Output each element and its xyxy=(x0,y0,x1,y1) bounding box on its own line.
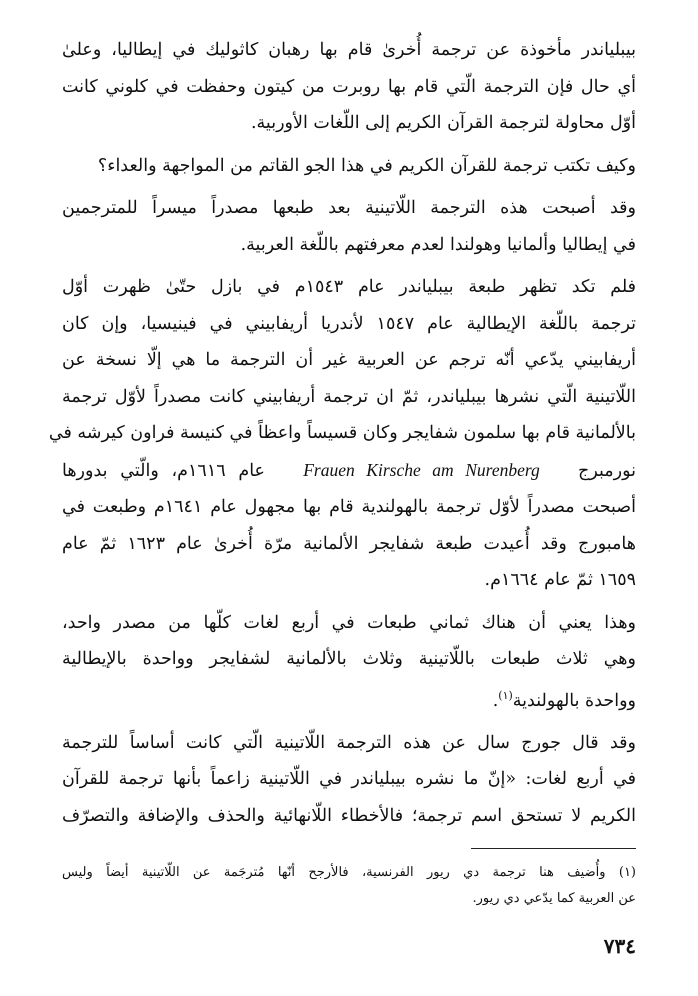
latin-line-after: عام ١٦١٦م، والّتي بدورها xyxy=(62,460,265,481)
footnote-line: عن العربية كما يدّعي دي ريور. xyxy=(472,891,636,906)
text-line: أوّل محاولة لترجمة القرآن الكريم إلى اللّغات الأوربية. xyxy=(250,113,636,133)
text-line: وكيف تكتب ترجمة للقرآن الكريم في هذا الجو القاتم من المواجهة والعداء؟ xyxy=(97,155,636,176)
text-line: بيبلياندر مأخوذة عن ترجمة أُخرىٰ قام بها رهبان كاثوليك في إيطاليا، وعلىٰ xyxy=(62,40,636,60)
footnotes xyxy=(62,860,636,912)
text-line: وقد أصبحت هذه الترجمة اللّاتينية بعد طبعها مصدراً ميسراً للمترجمين xyxy=(62,198,636,218)
text-line: وقد قال جورج سال عن هذه الترجمة اللّاتينية الّتي كانت أساساً للترجمة xyxy=(62,732,636,753)
footnote-line: (١) وأُضيف هنا ترجمة دي ريور الفرنسية، فالأرجح أنّها مُترجَمة عن اللّاتينية أيضاً وليس xyxy=(62,865,636,880)
text-line: ترجمة باللّغة الإيطالية عام ١٥٤٧ لأندريا أريفابيني في فينيسيا، وإن كان xyxy=(62,313,636,334)
main-text xyxy=(48,32,637,840)
text-line: وهي ثلاث طبعات باللّاتينية وثلاث بالألمانية لشفايجر وواحدة بالإيطالية xyxy=(62,649,636,669)
ref-line-text: وواحدة بالهولندية xyxy=(512,690,636,711)
latin-line-before: نورمبرج xyxy=(578,460,637,481)
footnote-reference[interactable]: (١) xyxy=(498,688,513,702)
text-line: أريفابيني يدّعي أنّه ترجم عن العربية غير أن الترجمة ما هي إلّا نسخة عن xyxy=(62,350,636,370)
text-line: أي حال فإن الترجمة الّتي قام بها روبرت من كيتون وحفظت في كلوني كانت xyxy=(62,76,636,97)
text-line: اللّاتينية الّتي نشرها بيبلياندر، ثمّ ان ترجمة أريفابيني كانت مصدراً لأوّل ترجمة xyxy=(62,386,636,407)
paragraph-2 xyxy=(62,148,636,185)
latin-title: Frauen Kirsche am Nurenberg xyxy=(303,459,540,480)
text-line-with-latin xyxy=(62,452,636,490)
text-line: بالألمانية قام بها سلمون شفايجر وكان قسيساً واعظاً في كنيسة فراون كيرشه في xyxy=(48,423,636,443)
paragraph-1 xyxy=(62,32,636,142)
page-number: ٧٣٤ xyxy=(603,934,636,958)
paragraph-3 xyxy=(62,190,636,263)
text-line: فلم تكد تظهر طبعة بيبلياندر عام ١٥٤٣م في بازل حتّىٰ ظهرت أوّل xyxy=(62,277,637,297)
paragraph-6 xyxy=(62,725,636,835)
paragraph-4 xyxy=(48,269,637,599)
ref-line-after: . xyxy=(492,690,499,711)
text-line: هامبورج وقد أُعيدت طبعة شفايجر الألمانية مرّة أُخرىٰ عام ١٦٢٣ ثمّ عام xyxy=(62,533,636,554)
text-line: وهذا يعني أن هناك ثماني طبعات في أربع لغات كلّها من مصدر واحد، xyxy=(62,612,636,633)
text-line: الكريم لا تستحق اسم ترجمة؛ فالأخطاء اللّانهائية والحذف والإضافة والتصرّف xyxy=(62,805,636,826)
paragraph-5 xyxy=(62,605,636,719)
text-line-with-footnote-ref xyxy=(62,678,636,719)
text-line: في أربع لغات: «إنّ ما نشره بيبلياندر في اللّاتينية زاعماً بأنها ترجمة للقرآن xyxy=(62,769,636,790)
text-line: ١٦٥٩ ثمّ عام ١٦٦٤م. xyxy=(484,570,636,590)
text-line: أصبحت مصدراً لأوّل ترجمة بالهولندية قام بها مجهول عام ١٦٤١م وطبعت في xyxy=(62,497,636,517)
footnote-divider xyxy=(471,848,636,849)
text-line: في إيطاليا وألمانيا وهولندا لعدم معرفتهم باللّغة العربية. xyxy=(240,234,636,255)
